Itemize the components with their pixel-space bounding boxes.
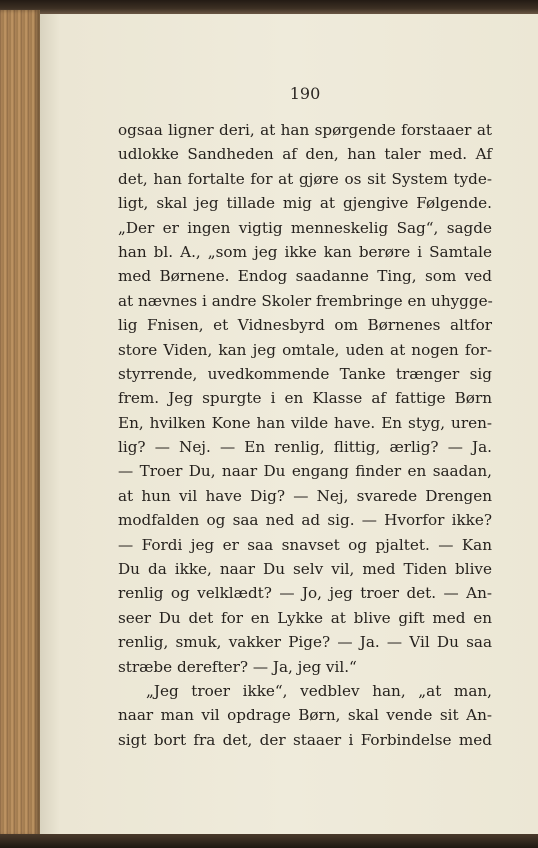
text-line: ogsaa ligner deri, at han spørgende forstaaer at — [118, 121, 492, 139]
text-line: at nævnes i andre Skoler frembringe en uhygge- — [118, 291, 493, 310]
text-line: at hun vil have Dig? — Nej, svarede Drengen — [118, 486, 492, 505]
text-line: med Børnene. Endog saadanne Ting, som ved — [118, 267, 492, 286]
text-line: „Jeg troer ikke“, vedblev han, „at man, — [146, 681, 492, 700]
book-bottom-edge — [0, 834, 538, 848]
text-line: sigt bort fra det, der staaer i Forbindelse med — [118, 730, 492, 749]
text-line: udlokke Sandheden af den, han taler med. Af — [118, 145, 492, 164]
text-line: En, hvilken Kone han vilde have. En styg, uren- — [118, 413, 492, 432]
text-line: „Der er ingen vigtig menneskelig Sag“, sagde — [118, 218, 492, 237]
page-number: 190 — [289, 84, 321, 103]
text-line: modfalden og saa ned ad sig. — Hvorfor ikke? — [118, 511, 492, 530]
text-line: renlig og velklædt? — Jo, jeg troer det. — An- — [118, 584, 492, 603]
text-line: lig? — Nej. — En renlig, flittig, ærlig? — Ja. — [118, 438, 492, 457]
text-line: styrrende, uvedkommende Tanke trænger sig — [118, 364, 492, 383]
text-line: — Fordi jeg er saa snavset og pjaltet. — Kan — [118, 535, 492, 554]
book-top-edge — [0, 0, 538, 14]
text-line: — Troer Du, naar Du engang finder en saadan, — [118, 462, 492, 481]
text-line: han bl. A., „som jeg ikke kan berøre i Samtale — [118, 242, 492, 261]
text-line: lig Fnisen, et Vidnesbyrd om Børnenes altfor — [118, 316, 492, 335]
text-line: stræbe derefter? — Ja, jeg vil.“ — [118, 657, 357, 676]
text-line: seer Du det for en Lykke at blive gift med en — [118, 608, 492, 627]
book-spine — [0, 10, 40, 836]
text-line: store Viden, kan jeg omtale, uden at nogen for- — [118, 340, 492, 359]
text-line: naar man vil opdrage Børn, skal vende sit An- — [118, 706, 492, 725]
text-line: renlig, smuk, vakker Pige? — Ja. — Vil Du saa — [118, 633, 492, 652]
text-line: Du da ikke, naar Du selv vil, med Tiden blive — [118, 560, 492, 579]
text-line: ligt, skal jeg tillade mig at gjengive Følgende. — [118, 194, 492, 213]
body-text — [118, 118, 492, 752]
text-line: frem. Jeg spurgte i en Klasse af fattige Børn — [118, 389, 492, 408]
text-line: det, han fortalte for at gjøre os sit System tyde- — [118, 169, 492, 188]
